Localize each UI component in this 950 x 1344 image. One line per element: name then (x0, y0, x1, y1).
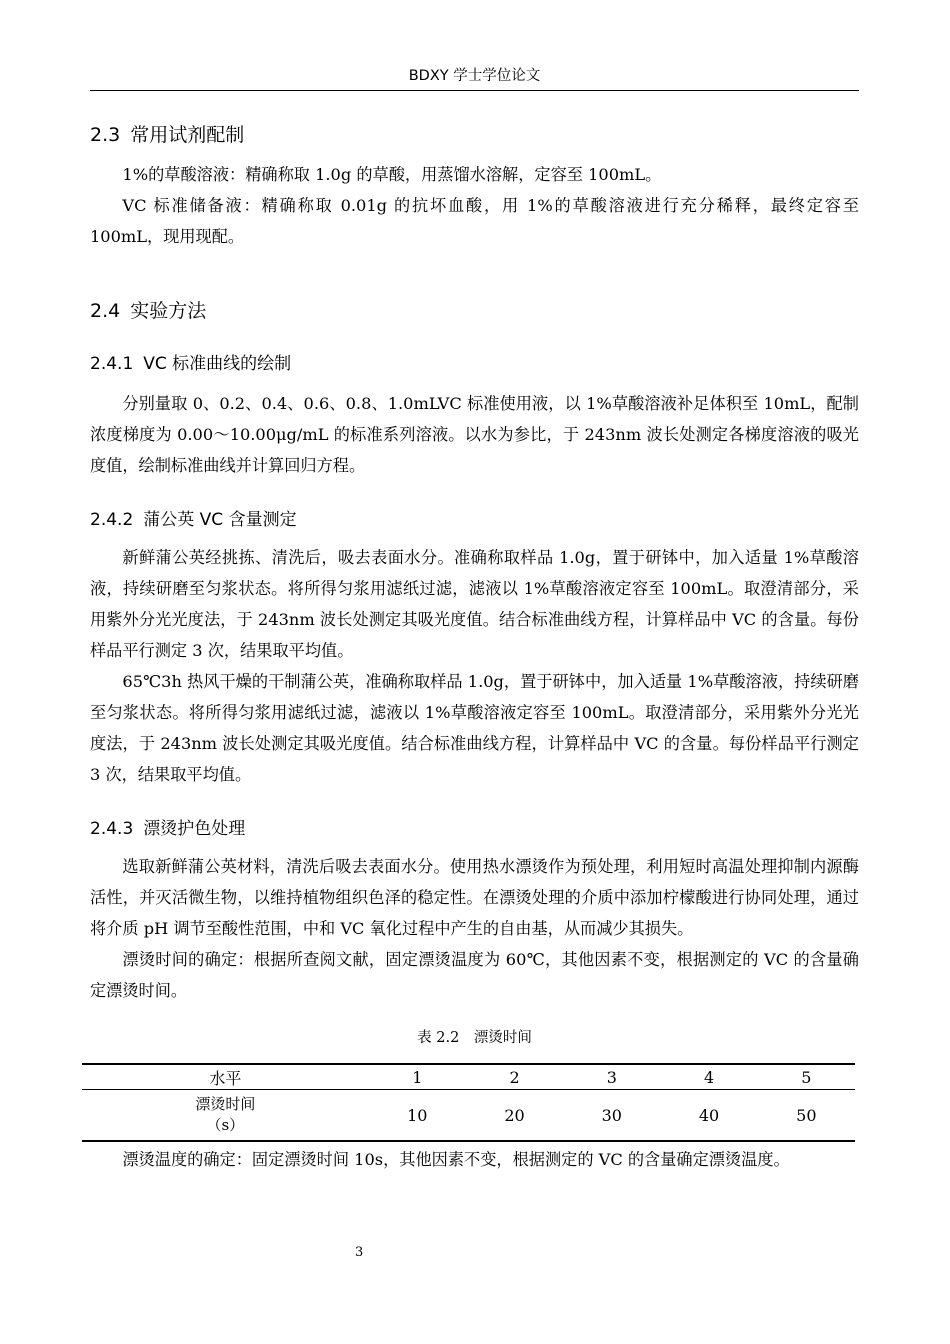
subsection-heading-2-4-2 (90, 505, 859, 530)
paragraph: 65℃3h 热风干燥的干制蒲公英，准确称取样品 1.0g，置于研钵中，加入适量 1%草酸溶液，持续研磨至匀浆状态。将所得匀浆用滤纸过滤，滤液以 1%草酸溶液定容至 100mL。取澄清部分，采用紫外分光光度法，于 243nm 波长处测定其吸光度值。结合标准曲线方程，计算样品中 VC 的含量。每份样品平行测定 3 次，结果取平均值。 (90, 672, 859, 784)
table-row (82, 1090, 855, 1142)
section-heading-2-4 (90, 296, 859, 323)
paragraph: VC 标准储备液：精确称取 0.01g 的抗坏血酸，用 1%的草酸溶液进行充分稀释，最终定容至 100mL，现用现配。 (90, 196, 859, 246)
paragraph: 漂烫温度的确定：固定漂烫时间 10s，其他因素不变，根据测定的 VC 的含量确定漂烫温度。 (122, 1150, 790, 1169)
table-header-cell: 水平 (82, 1064, 369, 1090)
table-row-label (82, 1090, 369, 1142)
subsection-title: 蒲公英 VC 含量测定 (143, 510, 297, 530)
table-header-cell: 2 (466, 1064, 563, 1090)
section-number: 2.3 (90, 124, 121, 146)
page-number: 3 (355, 1245, 364, 1260)
subsection-number: 2.4.3 (90, 819, 134, 839)
table-cell: 40 (660, 1090, 757, 1142)
section-title: 实验方法 (130, 300, 207, 322)
blanching-time-table (82, 1063, 855, 1142)
table-cell: 50 (758, 1090, 855, 1142)
table-header-cell: 1 (369, 1064, 466, 1090)
table-header-row (82, 1064, 855, 1090)
table-cell: 20 (466, 1090, 563, 1142)
table-header-cell: 5 (758, 1064, 855, 1090)
subsection-heading-2-4-1 (90, 349, 859, 374)
table-header-cell: 3 (563, 1064, 660, 1090)
paragraph: 选取新鲜蒲公英材料，清洗后吸去表面水分。使用热水漂烫作为预处理，利用短时高温处理抑制内源酶活性，并灭活微生物，以维持植物组织色泽的稳定性。在漂烫处理的介质中添加柠檬酸进行协同处理，通过将介质 pH 调节至酸性范围，中和 VC 氧化过程中产生的自由基，从而减少其损失。 (90, 857, 859, 938)
table-cell: 10 (369, 1090, 466, 1142)
paragraph: 新鲜蒲公英经挑拣、清洗后，吸去表面水分。准确称取样品 1.0g，置于研钵中，加入适量 1%草酸溶液，持续研磨至匀浆状态。将所得匀浆用滤纸过滤，滤液以 1%草酸溶液定容至 100mL。取澄清部分，采用紫外分光光度法，于 243nm 波长处测定其吸光度值。结合标准曲线方程，计算样品中 VC 的含量。每份样品平行测定 3 次，结果取平均值。 (90, 548, 859, 660)
page-header (90, 64, 859, 91)
row-label-line: （s） (206, 1116, 245, 1134)
section-heading-2-3 (90, 120, 859, 147)
table-caption: 表 2.2 漂烫时间 (417, 1030, 532, 1046)
paragraph: 漂烫时间的确定：根据所查阅文献，固定漂烫温度为 60℃，其他因素不变，根据测定的 VC 的含量确定漂烫时间。 (90, 950, 859, 1000)
header-title: BDXY 学士学位论文 (408, 68, 541, 84)
section-number: 2.4 (90, 300, 121, 322)
paragraph: 分别量取 0、0.2、0.4、0.6、0.8、1.0mLVC 标准使用液，以 1%草酸溶液补足体积至 10mL，配制浓度梯度为 0.00～10.00μg/mL 的标准系列溶液。以水为参比，于 243nm 波长处测定各梯度溶液的吸光度值，绘制标准曲线并计算回归方程。 (90, 394, 859, 475)
table-header-cell: 4 (660, 1064, 757, 1090)
document-body (90, 112, 859, 1175)
subsection-heading-2-4-3 (90, 814, 859, 839)
subsection-number: 2.4.1 (90, 354, 134, 374)
subsection-title: 漂烫护色处理 (143, 819, 246, 839)
table-cell: 30 (563, 1090, 660, 1142)
subsection-title: VC 标准曲线的绘制 (143, 354, 292, 374)
subsection-number: 2.4.2 (90, 510, 134, 530)
paragraph: 1%的草酸溶液：精确称取 1.0g 的草酸，用蒸馏水溶解，定容至 100mL。 (122, 165, 662, 184)
section-title: 常用试剂配制 (130, 124, 245, 146)
row-label-line: 漂烫时间 (195, 1095, 256, 1113)
